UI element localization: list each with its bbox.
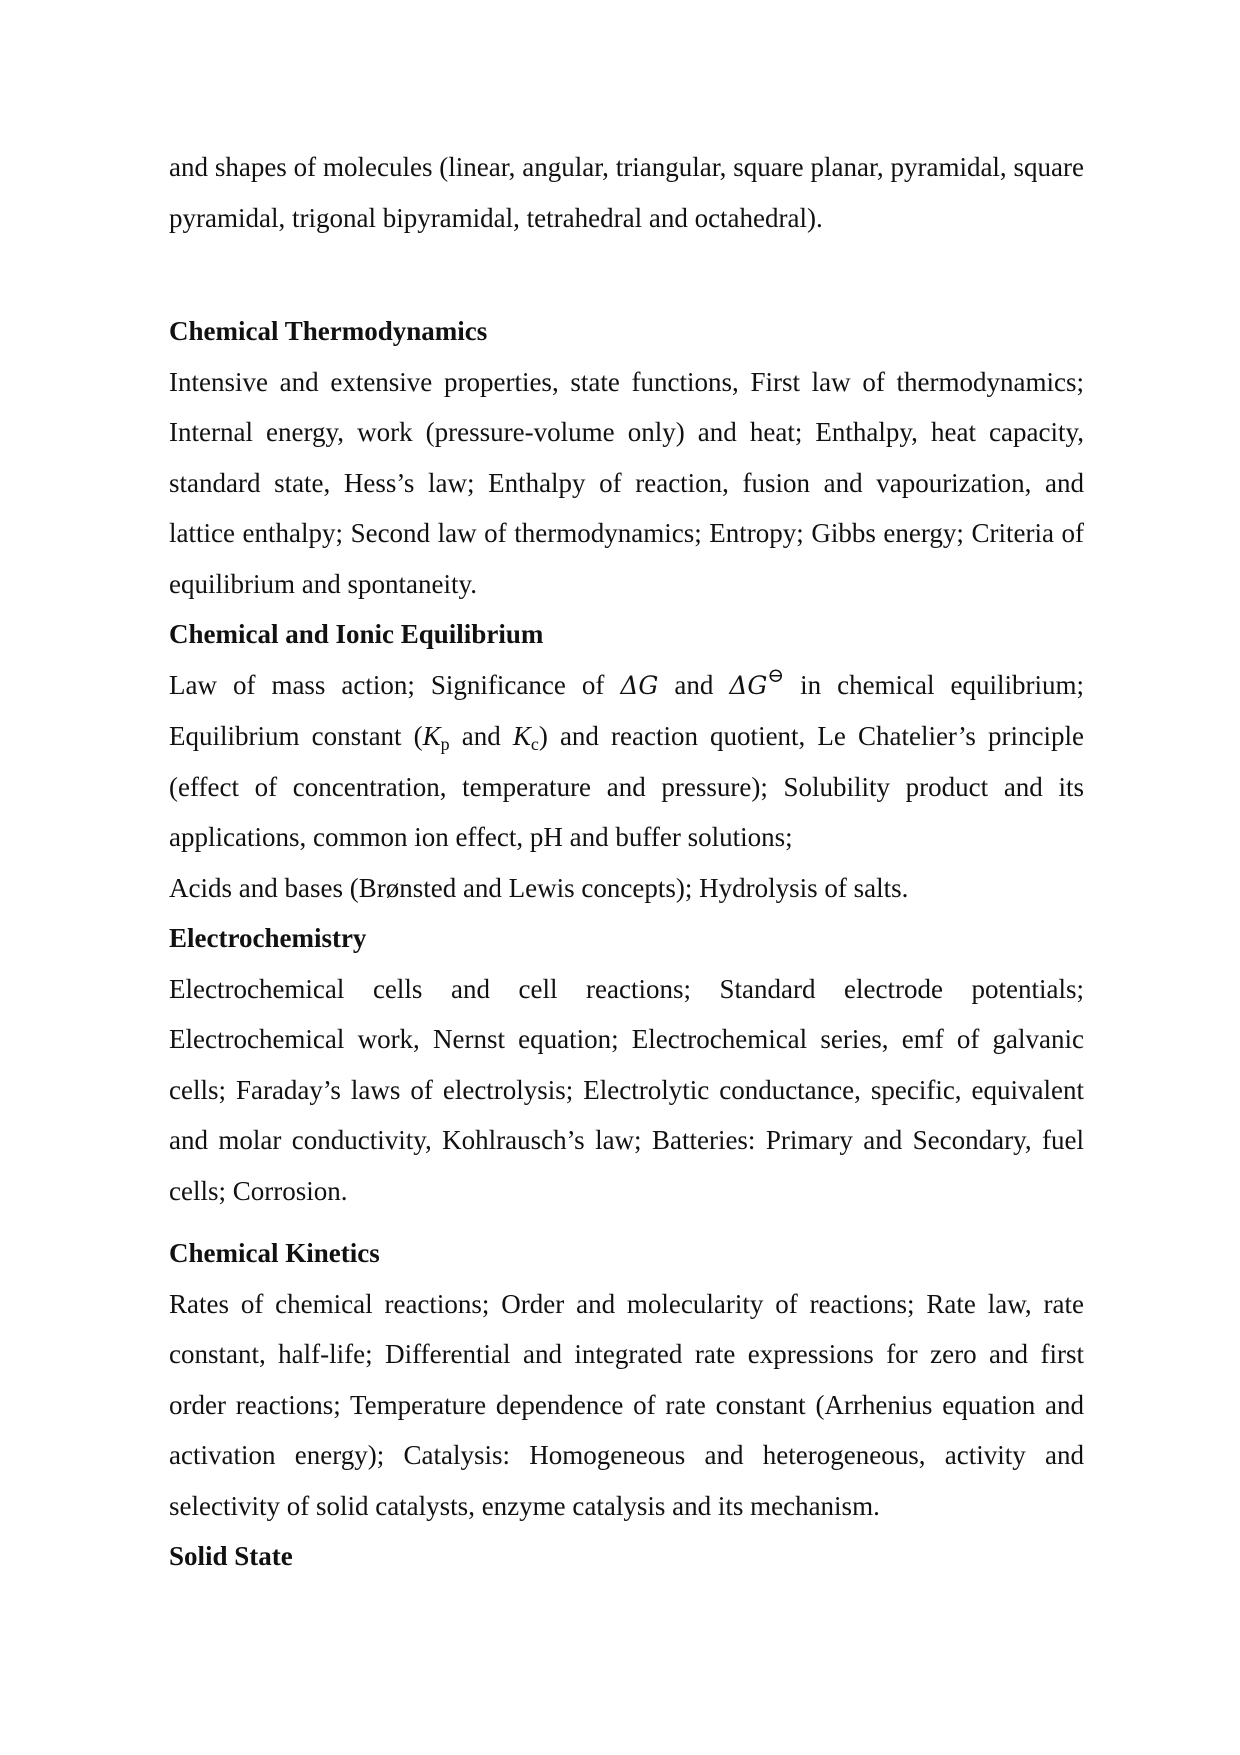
section-heading-equilibrium: Chemical and Ionic Equilibrium: [169, 619, 544, 649]
delta-g-standard-symbol: ΔG: [729, 670, 768, 700]
equilibrium-text-2: and: [658, 669, 730, 700]
section-heading-kinetics: Chemical Kinetics: [169, 1238, 380, 1268]
section-gap: [169, 1216, 1084, 1228]
intro-paragraph: and shapes of molecules (linear, angular, triangular, square planar, pyramidal, square pyramidal, trigonal bipyramidal, tetrahedral and octahedral).: [169, 152, 1084, 233]
kp-subscript: p: [440, 734, 450, 754]
document-content: [169, 142, 1084, 1582]
equilibrium-text-5: ) and reaction quotient, Le Chatelier’s principle (effect of concentration, temperature and pressure); Solubility product and its applications, common ion effect, pH and buffer solutions;: [169, 721, 1084, 852]
delta-g-symbol: ΔG: [620, 670, 659, 700]
section-heading-electrochemistry: Electrochemistry: [169, 923, 367, 953]
kp-symbol: K: [422, 721, 441, 751]
equilibrium-text-4: and: [449, 721, 513, 751]
section-heading-solid-state: Solid State: [169, 1541, 293, 1571]
equilibrium-text-1: Law of mass action; Significance of: [169, 669, 621, 700]
electrochemistry-paragraph: Electrochemical cells and cell reactions; Standard electrode potentials; Electrochemical work, Nernst equation; Electrochemical series, emf of galvanic cells; Faraday’s laws of electrolysis; Electrolytic conductance, specific, equivalent and molar conductivity, Kohlrausch’s law; Batteries: Primary and Secondary, fuel cells; Corrosion.: [169, 973, 1084, 1206]
section-heading-thermodynamics: Chemical Thermodynamics: [169, 316, 488, 346]
kinetics-paragraph: Rates of chemical reactions; Order and molecularity of reactions; Rate law, rate constant, half-life; Differential and integrated rate expressions for zero and first order reactions; Temperature dependence of rate constant (Arrhenius equation and activation energy); Catalysis: Homogeneous and heterogeneous, activity and selectivity of solid catalysts, enzyme catalysis and its mechanism.: [169, 1288, 1084, 1521]
acids-bases-line: Acids and bases (Brønsted and Lewis concepts); Hydrolysis of salts.: [169, 872, 909, 903]
equilibrium-paragraph: [169, 660, 1084, 863]
kc-subscript: c: [530, 734, 539, 754]
kc-symbol: K: [512, 721, 531, 751]
equilibrium-text-3: in chemical equilibrium; Equilibrium constant (: [169, 669, 1084, 751]
thermodynamics-paragraph: Intensive and extensive properties, state functions, First law of thermodynamics; Internal energy, work (pressure-volume only) and heat; Enthalpy, heat capacity, standard state, Hess’s law; Enthalpy of reaction, fusion and vapourization, and lattice enthalpy; Second law of thermodynamics; Entropy; Gibbs energy; Criteria of equilibrium and spontaneity.: [169, 366, 1084, 599]
section-gap: [169, 243, 1084, 306]
standard-state-superscript: ⊖: [767, 664, 785, 687]
